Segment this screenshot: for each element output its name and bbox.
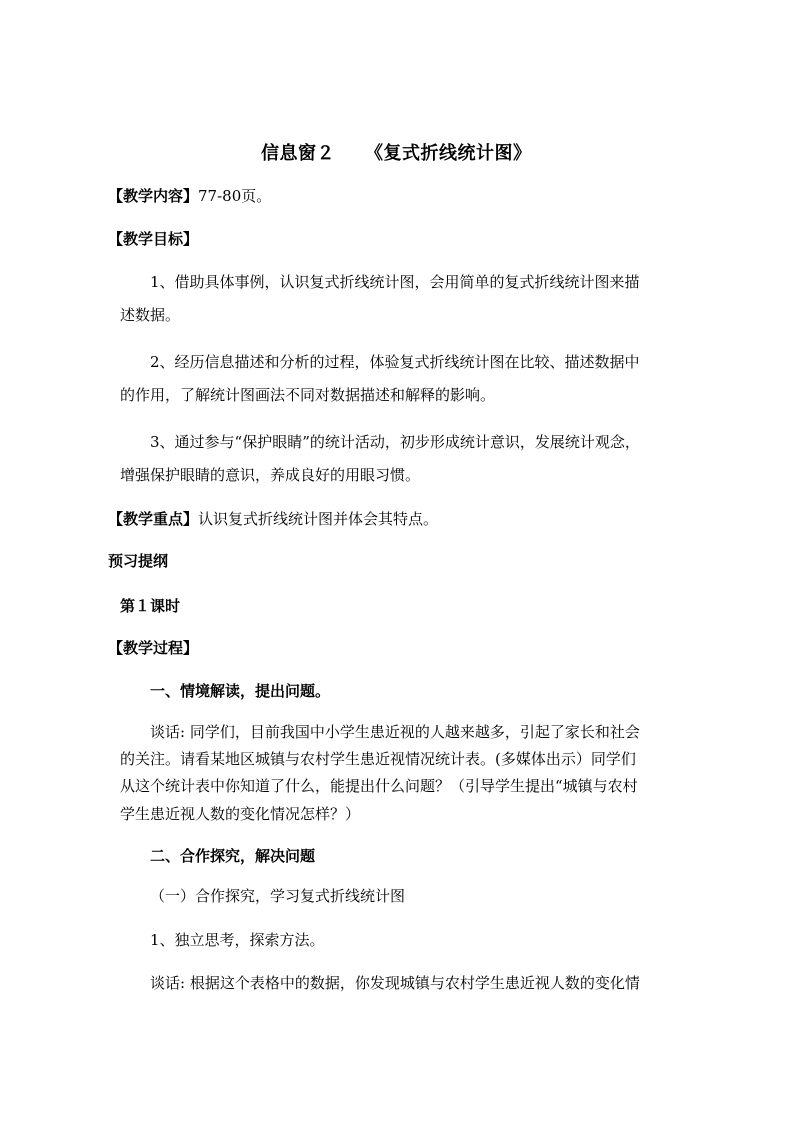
key-point-text: 认识复式折线统计图并体会其特点。 xyxy=(198,510,439,528)
talk-1-line-4: 学生患近视人数的变化情况怎样？） xyxy=(120,805,361,823)
title-part2: 《复式折线统计图》 xyxy=(365,143,532,164)
section-1-heading: 一、情境解读，提出问题。 xyxy=(150,682,331,700)
subsection-1-heading: （一）合作探究，学习复式折线统计图 xyxy=(150,887,406,905)
key-point-label: 【教学重点】 xyxy=(108,510,199,528)
objective-2-line-2: 的作用，了解统计图画法不同对数据描述和解释的影响。 xyxy=(120,386,496,404)
content-line xyxy=(108,186,271,206)
content-label: 【教学内容】 xyxy=(108,187,199,205)
objective-3-line-2: 增强保护眼睛的意识，养成良好的用眼习惯。 xyxy=(120,466,421,484)
objectives-label: 【教学目标】 xyxy=(108,230,199,248)
talk-1-line-3: 从这个统计表中你知道了什么，能提出什么问题？（引导学生提出“城镇与农村 xyxy=(120,777,638,795)
section-2-heading: 二、合作探究，解决问题 xyxy=(150,847,316,865)
content-text: 77-80页。 xyxy=(198,187,272,205)
preview-heading: 预习提纲 xyxy=(108,552,169,570)
lesson-heading: 第１课时 xyxy=(120,597,181,615)
key-point-line xyxy=(108,509,438,529)
objective-3-line-1: 3、通过参与“保护眼睛”的统计活动，初步形成统计意识，发展统计观念， xyxy=(150,433,640,451)
document-title xyxy=(261,144,532,164)
talk-1-line-1: 谈话: 同学们，目前我国中小学生患近视的人越来越多，引起了家长和社会 xyxy=(150,723,640,741)
talk-1-line-2: 的关注。请看某地区城镇与农村学生患近视情况统计表。(多媒体出示）同学们 xyxy=(120,750,636,768)
title-part1: 信息窗２ xyxy=(261,143,335,164)
objective-1-line-1: 1、借助具体事例，认识复式折线统计图，会用简单的复式折线统计图来描 xyxy=(150,273,640,291)
process-label: 【教学过程】 xyxy=(108,639,199,657)
talk-2-line-1: 谈话: 根据这个表格中的数据，你发现城镇与农村学生患近视人数的变化情 xyxy=(150,974,640,992)
step-1: 1、独立思考，探索方法。 xyxy=(150,931,325,949)
objective-2-line-1: 2、经历信息描述和分析的过程，体验复式折线统计图在比较、描述数据中 xyxy=(150,353,640,371)
objective-1-line-2: 述数据。 xyxy=(120,306,181,324)
